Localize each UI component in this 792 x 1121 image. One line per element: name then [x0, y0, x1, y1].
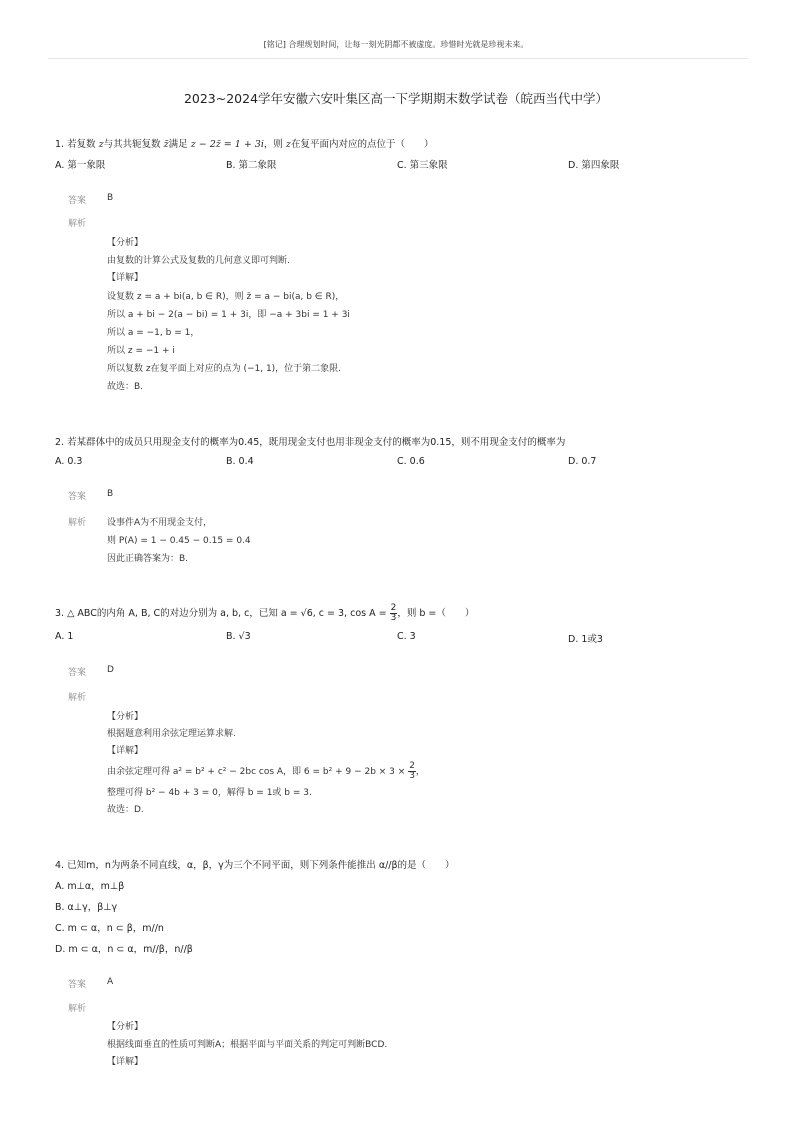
- question-1-solution-line: 所以复数 z在复平面上对应的点为 (−1, 1)，位于第二象限.: [107, 364, 342, 374]
- question-1-option-d: D. 第四象限: [568, 160, 620, 171]
- question-3-option-d: D. 1或3: [568, 634, 603, 645]
- question-1-solution-line: 【详解】: [107, 273, 144, 283]
- question-3-solution-line: 【分析】: [107, 712, 144, 722]
- question-4-analysis-label: 解析: [68, 1004, 87, 1014]
- question-2-solution-line: 因此正确答案为：B.: [107, 554, 189, 564]
- question-3-answer: D: [107, 665, 114, 675]
- question-1-option-a: A. 第一象限: [55, 160, 106, 171]
- question-4-option-c: C. m ⊂ α，n ⊂ β，m//n: [55, 923, 164, 934]
- motto-banner: [铭记] 合理规划时间，让每一刻光阴都不被虚度。珍惜时光就是珍视未来。: [263, 40, 529, 49]
- question-1-analysis-label: 解析: [68, 219, 87, 229]
- question-2-solution-line: 设事件A为不用现金支付，: [107, 518, 213, 528]
- question-4-solution-line: 【详解】: [107, 1057, 144, 1067]
- question-3-stem: 3. △ ABC的内角 A, B, C的对边分别为 a, b, c，已知 a = √6, c = 3, cos A = $\frac{2}{3}$ ，则 b =（ ）: [55, 603, 475, 623]
- question-2-answer-label: 答案: [68, 492, 87, 502]
- question-1-stem: 1. 若复数 z与其共轭复数 z̄满足 z − 2z̄ = 1 + 3i，则 z在复平面内对应的点位于（ ）: [55, 139, 434, 150]
- question-3-solution-line: 【详解】: [107, 746, 144, 756]
- question-1-option-c: C. 第三象限: [397, 160, 448, 171]
- question-3-solution-line: 由余弦定理可得 a² = b² + c² − 2bc cos A，即 6 = b² + 9 − 2b × 3 × $\frac{2}{3}$ ，: [107, 761, 425, 781]
- question-2-answer: B: [107, 489, 114, 499]
- question-2-option-a: A. 0.3: [55, 456, 83, 467]
- question-2-option-d: D. 0.7: [568, 456, 597, 467]
- question-4-answer: A: [107, 977, 114, 987]
- page-title: 2023~2024学年安徽六安叶集区高一下学期期末数学试卷（皖西当代中学）: [183, 91, 609, 106]
- question-1-solution-line: 【分析】: [107, 238, 144, 248]
- question-3-analysis-label: 解析: [68, 693, 87, 703]
- question-2-option-b: B. 0.4: [226, 456, 254, 467]
- question-1-option-b: B. 第二象限: [226, 160, 277, 171]
- question-3-solution-line: 故选：D.: [107, 805, 144, 815]
- question-4-solution-line: 【分析】: [107, 1022, 144, 1032]
- question-1-solution-line: 所以 a + bi − 2(a − bi) = 1 + 3i，即 −a + 3bi = 1 + 3i: [107, 310, 350, 320]
- question-3-solution-line: 整理可得 b² − 4b + 3 = 0，解得 b = 1或 b = 3.: [107, 788, 312, 798]
- question-3-option-b: B. √3: [226, 631, 251, 642]
- question-4-option-b: B. α⊥γ，β⊥γ: [55, 902, 118, 913]
- question-1-answer: B: [107, 193, 114, 203]
- question-2-solution-line: 则 P(A) = 1 − 0.45 − 0.15 = 0.4: [107, 536, 251, 546]
- question-1-solution-line: 设复数 z = a + bi(a, b ∈ R)，则 z̄ = a − bi(a, b ∈ R)，: [107, 292, 345, 302]
- question-4-option-a: A. m⊥α，m⊥β: [55, 881, 125, 892]
- question-4-answer-label: 答案: [68, 980, 87, 990]
- question-3-answer-label: 答案: [68, 668, 87, 678]
- header-divider: [48, 58, 748, 59]
- fraction: $\frac{2}{3}$: [409, 761, 415, 781]
- question-1-solution-line: 所以 z = −1 + i: [107, 346, 175, 356]
- question-3-solution-line: 根据题意利用余弦定理运算求解.: [107, 729, 236, 739]
- question-2-analysis-label: 解析: [68, 518, 87, 528]
- question-4-solution-line: 根据线面垂直的性质可判断A；根据平面与平面关系的判定可判断BCD.: [107, 1040, 388, 1050]
- fraction: $\frac{2}{3}$: [390, 603, 397, 623]
- question-2-stem: 2. 若某群体中的成员只用现金支付的概率为0.45，既用现金支付也用非现金支付的概率为0.15，则不用现金支付的概率为: [55, 437, 566, 448]
- question-3-option-a: A. 1: [55, 631, 74, 642]
- question-2-option-c: C. 0.6: [397, 456, 425, 467]
- question-3-option-c: C. 3: [397, 631, 416, 642]
- question-4-option-d: D. m ⊂ α，n ⊂ α，m//β，n//β: [55, 944, 193, 955]
- question-1-solution-line: 故选：B.: [107, 382, 144, 392]
- question-4-stem: 4. 已知m，n为两条不同直线，α，β，γ为三个不同平面，则下列条件能推出 α//β的是（ ）: [55, 860, 455, 871]
- question-1-solution-line: 所以 a = −1, b = 1，: [107, 328, 200, 338]
- question-1-answer-label: 答案: [68, 196, 87, 206]
- question-1-solution-line: 由复数的计算公式及复数的几何意义即可判断.: [107, 256, 290, 266]
